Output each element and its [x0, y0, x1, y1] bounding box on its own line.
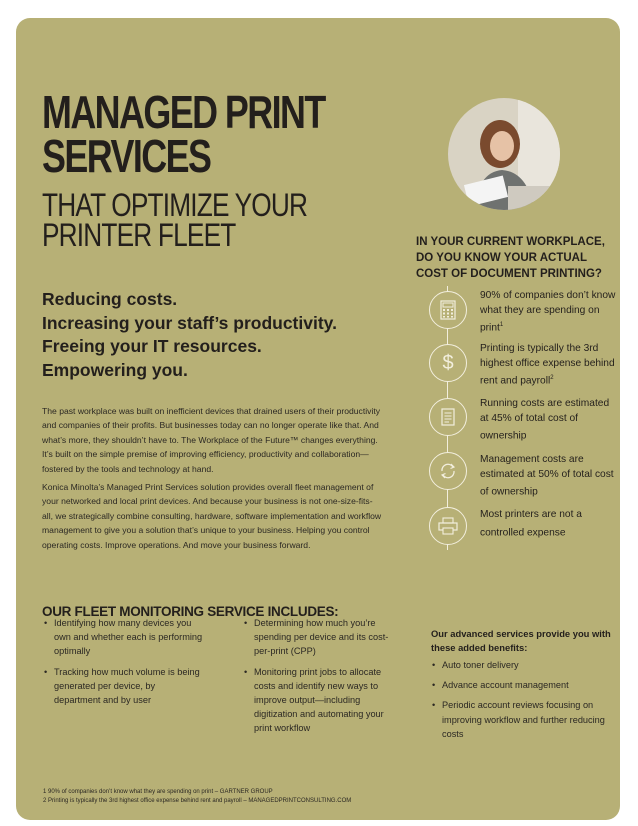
intro-paragraph: The past workplace was built on inefficient devices that drained users of their productivity and companies of their profits. But businesses today can no longer operate like that. And what’s more, they shouldn’t have to. The Workplace of the Future™ changes everything. It’s built on the simple premise of improving efficiency, productivity and collaboration—fostered by the tools and technology at hand.	[42, 406, 381, 474]
question-heading: IN YOUR CURRENT WORKPLACE, DO YOU KNOW YOUR ACTUAL COST OF DOCUMENT PRINTING?	[416, 236, 605, 280]
stat-spending-unknown: 90% of companies don’t know what they are spending on print$^1$	[480, 290, 616, 334]
bullet-glyph: •	[432, 660, 436, 670]
bullet-glyph: •	[244, 618, 248, 628]
footnote-2: 2 Printing is typically the 3rd highest office expense behind rent and payroll – MANAGEDPRINTCONSULTING.COM	[43, 797, 352, 804]
bullet-glyph: •	[432, 700, 436, 711]
fleet-monitoring-heading: OUR FLEET MONITORING SERVICE INCLUDES:	[42, 604, 339, 619]
fleet-list-left	[44, 616, 204, 713]
stat-running-costs: Running costs are estimated at 45% of total cost of ownership	[480, 398, 610, 442]
footnote-1: 1 90% of companies don’t know what they are spending on print – GARTNER GROUP	[43, 789, 273, 795]
bullet-glyph: •	[432, 680, 436, 691]
list-item: • Tracking how much volume is being generated per device, by department and by user	[44, 666, 200, 706]
tagline: Increasing your staff’s productivity.	[42, 312, 337, 333]
tagline: Empowering you.	[42, 359, 188, 380]
cycle-icon	[429, 452, 467, 490]
subtitle-line-2: PRINTER FLEET	[42, 217, 236, 253]
taglines	[42, 288, 402, 382]
stat-uncontrolled-expense: Most printers are not a controlled expense	[480, 509, 582, 538]
fleet-list-right	[244, 616, 394, 742]
advanced-services-heading: Our advanced services provide you with these added benefits:	[431, 628, 611, 653]
document-icon	[429, 398, 467, 436]
stat-management-costs: Management costs are estimated at 50% of total cost of ownership	[480, 454, 614, 498]
printer-icon	[429, 507, 467, 545]
bullet-glyph: •	[44, 666, 48, 677]
subtitle-line-1: THAT OPTIMIZE YOUR	[42, 187, 308, 223]
tagline: Freeing your IT resources.	[42, 336, 262, 356]
woman-at-laptop-photo	[448, 98, 560, 210]
title-line-1: MANAGED PRINT	[42, 86, 325, 138]
list-item: • Auto toner delivery	[432, 658, 612, 672]
page-subtitle	[42, 187, 308, 253]
bullet-glyph: •	[244, 666, 248, 677]
bullet-glyph: •	[44, 618, 48, 628]
list-item: • Identifying how many devices you own and whether each is performing optimally	[44, 618, 203, 657]
stat-third-highest-expense: Printing is typically the 3rd highest office expense behind rent and payroll$^2$	[480, 343, 615, 387]
list-item: • Monitoring print jobs to allocate costs and identify new ways to improve output—including digitization and automating your print workflow	[244, 666, 384, 734]
list-item: • Advance account management	[432, 678, 612, 692]
list-item: • Periodic account reviews focusing on improving workflow and further reducing costs	[432, 700, 605, 739]
advanced-services-list	[432, 658, 612, 747]
list-item: • Determining how much you’re spending per device and its cost-per-print (CPP)	[244, 618, 389, 657]
title-line-2: SERVICES	[42, 130, 211, 182]
tagline: Reducing costs.	[42, 289, 178, 309]
footnotes	[43, 788, 351, 805]
page-title	[42, 86, 325, 182]
dollar-icon: $	[429, 344, 467, 382]
content-card	[16, 18, 620, 820]
calculator-icon	[429, 291, 467, 329]
solution-paragraph: Konica Minolta’s Managed Print Services solution provides overall fleet management of your networked and local print devices. And because your business is not one-size-fits-all, we strategically combine consulting, hardware, software implementation and workflow management to give you a solution that’s unique to your business. Helping you control operating costs. Improve operations. And move your business forward.	[42, 482, 382, 550]
